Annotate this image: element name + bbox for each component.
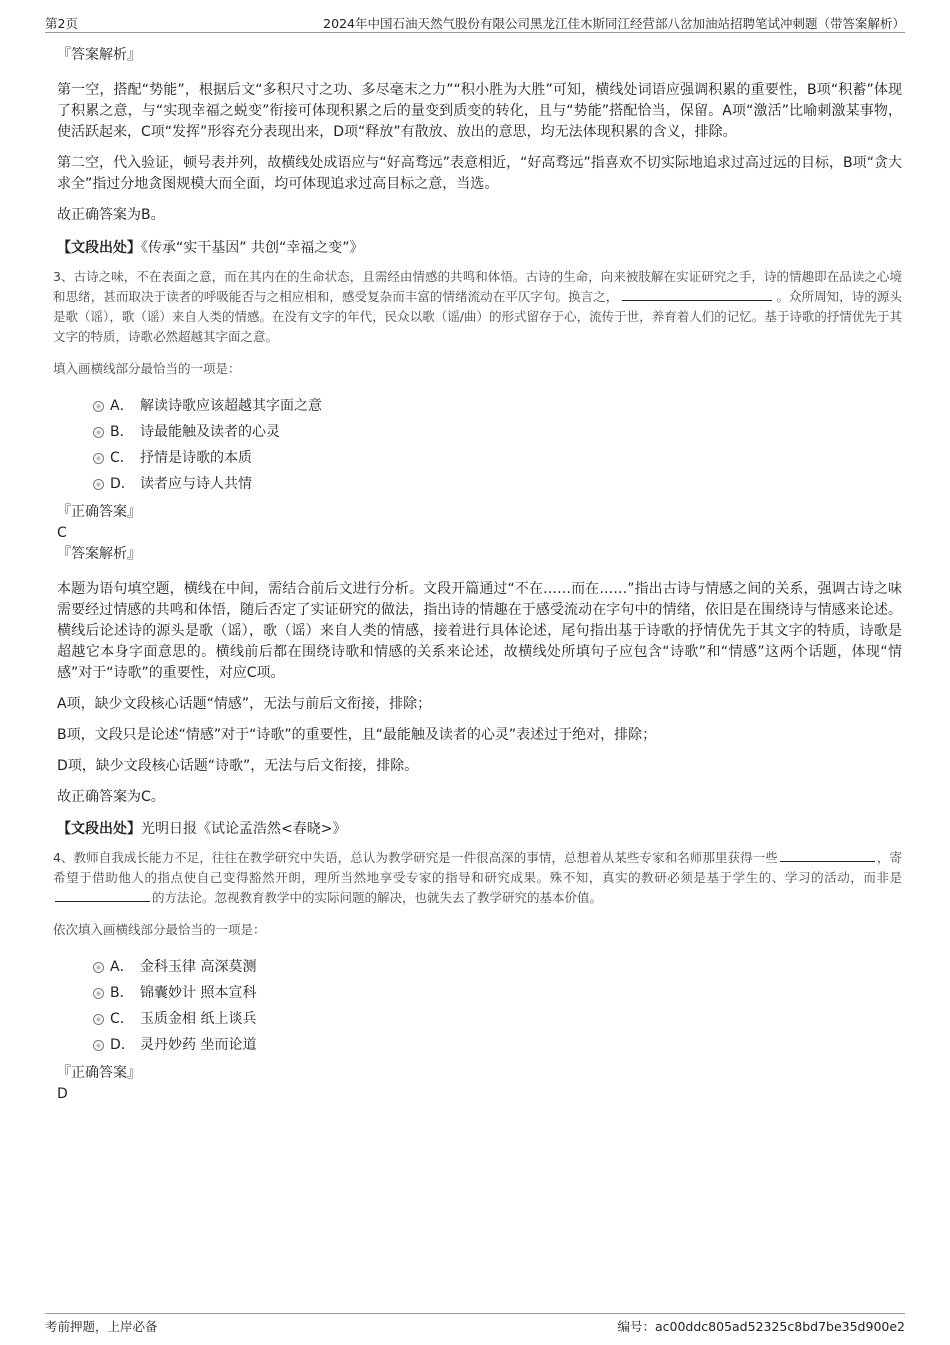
options-list <box>53 393 902 497</box>
analysis-heading: 『答案解析』 <box>57 47 141 63</box>
page-content <box>53 44 902 1104</box>
option-label: C． <box>110 450 134 466</box>
option-label: B． <box>110 424 134 440</box>
option-d[interactable] <box>53 471 902 497</box>
page-number: 第2页 <box>45 16 78 31</box>
correct-answer: D <box>57 1086 68 1102</box>
option-text: 诗最能触及读者的心灵 <box>140 424 280 440</box>
question-text: 3、古诗之味，不在表面之意，而在其内在的生命状态，且需经由情感的共鸣和体悟。古诗的生命，向来被肢解在实证研究之手，诗的情趣即在品读之心境和思绪，甚而取决于读者的呼吸能否与之相应相和，感受复杂而丰富的情绪流动在平仄字句。换言之， <box>53 269 902 304</box>
document-id: 编号：ac00ddc805ad52325c8bd7be35d900e2 <box>617 1319 905 1334</box>
option-text: 灵丹妙药 坐而论道 <box>140 1037 257 1053</box>
question-text: 。众所周知，诗的源头是歌（谣），歌（谣）来自人类的情感。在没有文字的年代，民众以歌（谣/曲）的形式留存于心，流传于世，养育着人们的记忆。基于诗歌的抒情优先于其文字的特质，诗歌必然超越其字面之意。 <box>53 289 902 344</box>
analysis-paragraph: D项，缺少文段核心话题“诗歌”，无法与后文衔接，排除。 <box>57 758 419 774</box>
radio-icon[interactable] <box>93 453 104 464</box>
question-stem <box>53 848 902 908</box>
analysis-paragraph: B项，文段只是论述“情感”对于“诗歌”的重要性，且“最能触及读者的心灵”表述过于绝对，排除； <box>57 727 657 743</box>
question-text: ，寄希望于借助他人的指点使自己变得豁然开朗，理所当然地享受专家的指导和研究成果。殊不知，真实的教研必须是基于学生的、学习的活动，而非是 <box>53 850 902 885</box>
option-a[interactable] <box>53 954 902 980</box>
option-a[interactable] <box>53 393 902 419</box>
radio-icon[interactable] <box>93 1014 104 1025</box>
question-prompt: 依次填入画横线部分最恰当的一项是： <box>53 922 266 937</box>
radio-icon[interactable] <box>93 479 104 490</box>
option-text: 金科玉律 高深莫测 <box>140 959 257 975</box>
radio-icon[interactable] <box>93 427 104 438</box>
options-list <box>53 954 902 1058</box>
option-text: 解读诗歌应该超越其字面之意 <box>140 398 322 414</box>
fill-blank <box>780 849 875 862</box>
analysis-conclusion: 故正确答案为B。 <box>57 207 165 223</box>
option-label: D． <box>110 476 135 492</box>
radio-icon[interactable] <box>93 401 104 412</box>
option-text: 读者应与诗人共情 <box>140 476 252 492</box>
option-c[interactable] <box>53 445 902 471</box>
question-stem <box>53 267 902 347</box>
option-text: 玉质金相 纸上谈兵 <box>140 1011 257 1027</box>
correct-answer-heading: 『正确答案』 <box>57 504 141 520</box>
radio-icon[interactable] <box>93 962 104 973</box>
analysis-heading: 『答案解析』 <box>57 546 141 562</box>
source-label: 【文段出处】 <box>57 821 141 837</box>
source-citation <box>57 818 902 840</box>
option-label: A． <box>110 959 134 975</box>
option-label: D． <box>110 1037 135 1053</box>
correct-answer: C <box>57 525 67 541</box>
option-b[interactable] <box>53 419 902 445</box>
option-text: 锦囊妙计 照本宣科 <box>140 985 257 1001</box>
document-title: 2024年中国石油天然气股份有限公司黑龙江佳木斯同江经营部八岔加油站招聘笔试冲刺题（带答案解析） <box>323 16 905 31</box>
question-prompt: 填入画横线部分最恰当的一项是： <box>53 361 241 376</box>
source-text: 《传承“实干基因” 共创“幸福之变”》 <box>141 240 364 256</box>
source-label: 【文段出处】 <box>57 240 141 256</box>
analysis-conclusion: 故正确答案为C。 <box>57 789 165 805</box>
analysis-paragraph: A项，缺少文段核心话题“情感”，无法与前后文衔接，排除； <box>57 696 432 712</box>
fill-blank <box>622 288 772 301</box>
option-c[interactable] <box>53 1006 902 1032</box>
fill-blank <box>55 889 150 902</box>
footer-slogan: 考前押题，上岸必备 <box>45 1319 158 1334</box>
correct-answer-heading: 『正确答案』 <box>57 1065 141 1081</box>
option-b[interactable] <box>53 980 902 1006</box>
question-text: 的方法论。忽视教育教学中的实际问题的解决，也就失去了教学研究的基本价值。 <box>152 890 603 905</box>
option-d[interactable] <box>53 1032 902 1058</box>
question-4 <box>53 848 902 1058</box>
option-text: 抒情是诗歌的本质 <box>140 450 252 466</box>
analysis-paragraph: 本题为语句填空题，横线在中间，需结合前后文进行分析。文段开篇通过“不在……而在……”指出古诗与情感之间的关系，强调古诗之味需要经过情感的共鸣和体悟，随后否定了实证研究的做法，指出诗的情趣在于感受流动在字句中的情绪，依旧是在围绕诗与情感来论述。横线后论述诗的源头是歌（谣），歌（谣）来自人类的情感，接着进行具体论述，尾句指出基于诗歌的抒情优先于其文字的特质，诗歌是超越它本身字面意思的。横线前后都在围绕诗歌和情感的关系来论述，故横线处所填句子应包含“诗歌”和“情感”这两个话题，体现“情感”对于“诗歌”的重要性，对应C项。 <box>57 581 902 681</box>
analysis-paragraph: 第二空，代入验证，顿号表并列，故横线处成语应与“好高骛远”表意相近，“好高骛远”指喜欢不切实际地追求过高过远的目标，B项“贪大求全”指过分地贪图规模大而全面，均可体现追求过高目标之意，当选。 <box>57 155 902 192</box>
option-label: B． <box>110 985 134 1001</box>
analysis-paragraph: 第一空，搭配“势能”，根据后文“多积尺寸之功、多尽毫末之力”“积小胜为大胜”可知，横线处词语应强调积累的重要性，B项“积蓄”体现了积累之意，与“实现幸福之蜕变”衔接可体现积累之后的量变到质变的转化，且与“势能”搭配恰当，保留。A项“激活”比喻刺激某事物，使活跃起来，C项“发挥”形容充分表现出来，D项“释放”有散放、放出的意思，均无法体现积累的含义，排除。 <box>57 82 902 140</box>
source-text: 光明日报《试论孟浩然<春晓>》 <box>141 821 347 837</box>
radio-icon[interactable] <box>93 1040 104 1051</box>
question-3 <box>53 267 902 497</box>
option-label: C． <box>110 1011 134 1027</box>
radio-icon[interactable] <box>93 988 104 999</box>
page-footer <box>45 1313 905 1334</box>
option-label: A． <box>110 398 134 414</box>
source-citation <box>57 237 902 259</box>
question-text: 4、教师自我成长能力不足，往往在教学研究中失语，总认为教学研究是一件很高深的事情，总想着从某些专家和名师那里获得一些 <box>53 850 778 865</box>
page-header <box>45 14 905 33</box>
